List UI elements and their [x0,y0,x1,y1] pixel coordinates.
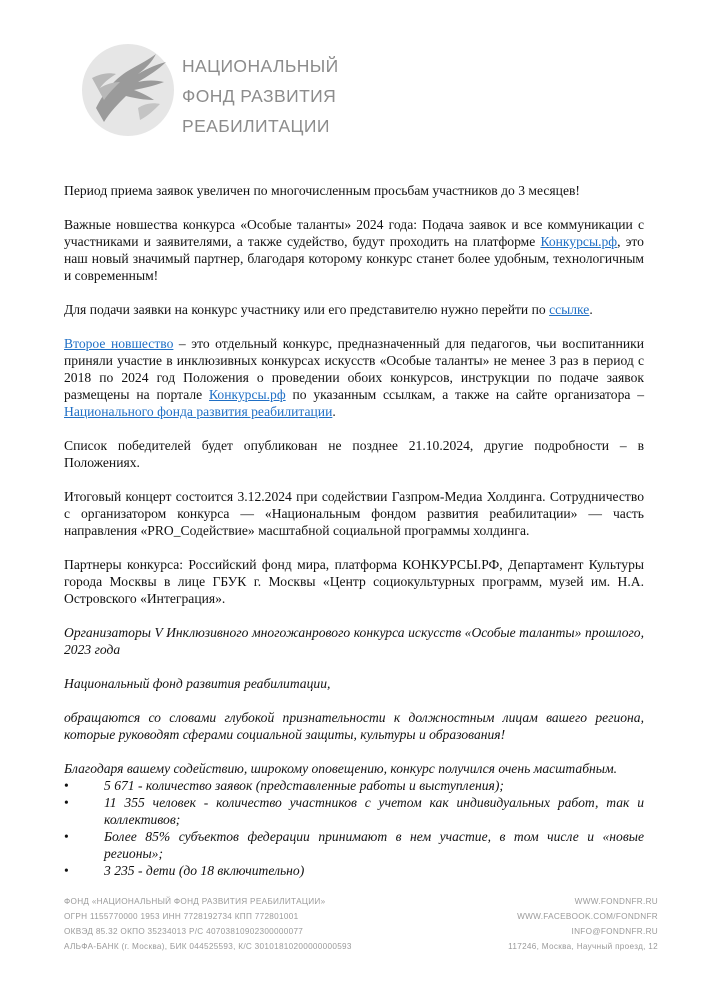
footer-left-line: ФОНД «НАЦИОНАЛЬНЫЙ ФОНД РАЗВИТИЯ РЕАБИЛИТАЦИИ» [64,897,326,906]
fund-site-link[interactable]: Национального фонда развития реабилитации [64,404,333,419]
footer-left-line: АЛЬФА-БАНК (г. Москва), БИК 044525593, К/С 30101810200000000593 [64,942,352,951]
konkursy-link[interactable]: Конкурсы.рф [540,234,618,249]
footer-requisites [64,894,352,954]
list-item-text: 3 235 - дети (до 18 включительно) [104,863,305,878]
paragraph-novelties [64,216,644,284]
paragraph-partners: Партнеры конкурса: Российский фонд мира, платформа КОНКУРСЫ.РФ, Департамент Культуры города Москвы в лице ГБУК г. Москвы «Центр социокультурных программ, музей им. Н.А. Островского «Интеграция». [64,557,644,606]
list-item-text: 5 671 - количество заявок (представленные работы и выступления); [104,778,504,793]
footer-left-line: ОГРН 1155770000 1953 ИНН 7728192734 КПП 772801001 [64,912,299,921]
footer-address: 117246, Москва, Научный проезд, 12 [508,942,658,951]
list-item-text: 11 355 человек - количество участников с учетом как индивидуальных работ, так и коллективов; [104,795,644,827]
text: , это наш новый значимый партнер, благодаря которому конкурс станет более удобным, технологичным и современным! [64,234,644,283]
letter-footer [64,894,658,954]
organization-logo [78,38,378,148]
bullet-symbol: • [64,863,69,878]
second-novelty-link[interactable]: Второе новшество [64,336,174,351]
paragraph-apply [64,301,644,318]
footer-website[interactable]: WWW.FONDNFR.RU [574,897,658,906]
paragraph-concert: Итоговый концерт состоится 3.12.2024 при содействии Газпром-Медиа Холдинга. Сотрудничество с организатором конкурса — «Национальным фондом развития реабилитации» — часть направления «PRO_Содействие» масштабной социальной программы холдинга. [64,489,644,538]
list-item [64,828,644,862]
list-item [64,862,644,879]
text: . [332,404,336,419]
paragraph-fund-name: Национальный фонд развития реабилитации, [64,676,331,691]
footer-left-line: ОКВЭД 85.32 ОКПО 35234013 Р/С 40703810902300000077 [64,927,304,936]
bullet-symbol: • [64,829,69,844]
paragraph-results: Благодаря вашему содействию, широкому оповещению, конкурс получился очень масштабным. [64,761,618,776]
text: Для подачи заявки на конкурс участнику или его представителю нужно перейти по [64,302,550,317]
text: Важные новшества конкурса «Особые таланты» 2024 года: Подача заявок и все коммуникации с участниками и заявителями, а также судейство, будут проходить на платформе [64,217,644,249]
text: по указанным ссылкам, а также на сайте организатора – [285,387,645,402]
apply-link[interactable]: ссылке [549,302,590,317]
footer-email[interactable]: INFO@FONDNFR.RU [571,927,658,936]
footer-facebook[interactable]: WWW.FACEBOOK.COM/FONDNFR [517,912,658,921]
text: – это отдельный конкурс, предназначенный для педагогов, чьи воспитанники приняли участие в инклюзивных конкурсах искусств «Особые таланты» не менее 3 раз в период с 2018 по 2024 год Положения о проведении обоих конкурсов, инструкции по подаче заявок размещены на портале [64,336,645,402]
logo-line-2: ФОНД РАЗВИТИЯ [182,86,337,106]
text: . [589,302,593,317]
logo-line-3: РЕАБИЛИТАЦИИ [182,116,330,136]
bullet-symbol: • [64,795,69,810]
hands-logo-icon [78,38,178,138]
logo-line-1: НАЦИОНАЛЬНЫЙ [182,56,339,76]
paragraph-winners: Список победителей будет опубликован не позднее 21.10.2024, другие подробности – в Положениях. [64,438,644,470]
footer-contacts [508,894,658,954]
paragraph-organizers: Организаторы V Инклюзивного многожанрового конкурса искусств «Особые таланты» прошлого, 2023 года [64,625,644,657]
paragraph-second-novelty [64,335,644,420]
paragraph-period: Период приема заявок увеличен по многочисленным просьбам участников до 3 месяцев! [64,183,580,198]
letter-body [64,182,644,879]
list-item-text: Более 85% субъектов федерации принимают в нем участие, в том числе и «новые регионы»; [104,829,644,861]
paragraph-gratitude: обращаются со словами глубокой признательности к должностным лицам вашего региона, которые руководят сферами социальной защиты, культуры и образования! [64,710,644,742]
list-item [64,794,644,828]
konkursy-portal-link[interactable]: Конкурсы.рф [209,387,286,402]
bullet-symbol: • [64,778,69,793]
list-item [64,777,644,794]
